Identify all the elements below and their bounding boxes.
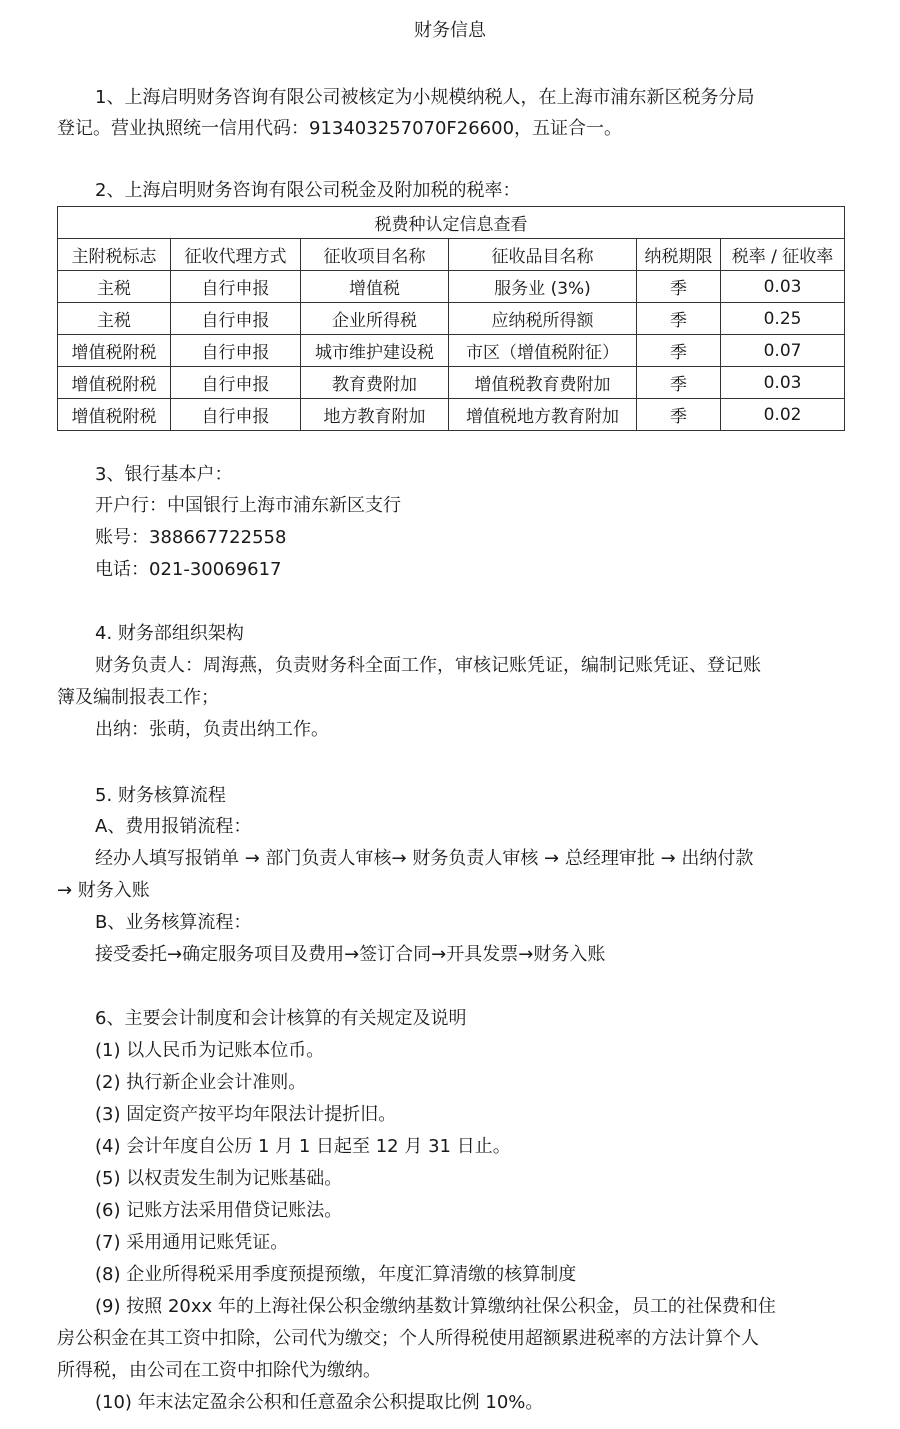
section1-line2: 登记。营业执照统一信用代码：913403257070F26600，五证合一。 <box>57 118 623 139</box>
bank-account: 账号：388667722558 <box>95 527 287 548</box>
table-cell: 0.25 <box>721 303 845 335</box>
bank-name: 开户行：中国银行上海市浦东新区支行 <box>95 495 401 516</box>
tax-rate-table <box>57 206 845 431</box>
policy-item-9-line3: 所得税，由公司在工资中扣除代为缴纳。 <box>57 1360 381 1381</box>
table-cell: 0.03 <box>721 367 845 399</box>
manager-line2: 簿及编制报表工作； <box>57 687 219 708</box>
section3-heading: 3、银行基本户： <box>95 464 233 485</box>
table-cell: 增值税附税 <box>58 335 171 367</box>
table-header-row <box>58 239 845 271</box>
table-cell: 0.07 <box>721 335 845 367</box>
table-cell: 季 <box>637 367 721 399</box>
table-row <box>58 399 845 431</box>
column-header: 征收项目名称 <box>301 239 449 271</box>
table-cell: 主税 <box>58 303 171 335</box>
table-caption: 税费种认定信息查看 <box>58 207 845 239</box>
table-cell: 季 <box>637 335 721 367</box>
table-row <box>58 271 845 303</box>
column-header: 征收代理方式 <box>171 239 301 271</box>
table-cell: 增值税地方教育附加 <box>449 399 637 431</box>
section5-heading: 5. 财务核算流程 <box>95 785 226 806</box>
section4-heading: 4. 财务部组织架构 <box>95 623 244 644</box>
policy-item: (8) 企业所得税采用季度预提预缴，年度汇算清缴的核算制度 <box>95 1264 577 1285</box>
table-cell: 自行申报 <box>171 399 301 431</box>
table-cell: 自行申报 <box>171 335 301 367</box>
expense-flow-line1: 经办人填写报销单 → 部门负责人审核→ 财务负责人审核 → 总经理审批 → 出纳付款 <box>95 848 754 869</box>
table-cell: 服务业 (3%) <box>449 271 637 303</box>
policy-item-9-line2: 房公积金在其工资中扣除，公司代为缴交；个人所得税使用超额累进税率的方法计算个人 <box>57 1328 759 1349</box>
table-cell: 季 <box>637 271 721 303</box>
table-cell: 0.03 <box>721 271 845 303</box>
table-cell: 市区（增值税附征） <box>449 335 637 367</box>
policy-item: (3) 固定资产按平均年限法计提折旧。 <box>95 1104 397 1125</box>
table-cell: 自行申报 <box>171 271 301 303</box>
table-cell: 增值税 <box>301 271 449 303</box>
expense-flow-heading: A、费用报销流程： <box>95 816 252 837</box>
column-header: 征收品目名称 <box>449 239 637 271</box>
table-cell: 地方教育附加 <box>301 399 449 431</box>
policy-item: (1) 以人民币为记账本位币。 <box>95 1040 325 1061</box>
table-cell: 0.02 <box>721 399 845 431</box>
policy-item: (5) 以权责发生制为记账基础。 <box>95 1168 343 1189</box>
table-cell: 季 <box>637 399 721 431</box>
table-cell: 自行申报 <box>171 303 301 335</box>
policy-item: (2) 执行新企业会计准则。 <box>95 1072 307 1093</box>
table-cell: 增值税教育费附加 <box>449 367 637 399</box>
table-row <box>58 303 845 335</box>
table-cell: 增值税附税 <box>58 367 171 399</box>
policy-item: (4) 会计年度自公历 1 月 1 日起至 12 月 31 日止。 <box>95 1136 511 1157</box>
cashier-line: 出纳：张萌，负责出纳工作。 <box>95 719 329 740</box>
table-cell: 城市维护建设税 <box>301 335 449 367</box>
table-cell: 自行申报 <box>171 367 301 399</box>
column-header: 主附税标志 <box>58 239 171 271</box>
business-flow-heading: B、业务核算流程： <box>95 912 252 933</box>
table-cell: 季 <box>637 303 721 335</box>
table-cell: 应纳税所得额 <box>449 303 637 335</box>
section2-heading: 2、上海启明财务咨询有限公司税金及附加税的税率： <box>95 180 521 201</box>
bank-phone: 电话：021-30069617 <box>95 559 282 580</box>
policy-item-9-line1: (9) 按照 20xx 年的上海社保公积金缴纳基数计算缴纳社保公积金，员工的社保费和住 <box>95 1296 776 1317</box>
table-cell: 主税 <box>58 271 171 303</box>
section6-heading: 6、主要会计制度和会计核算的有关规定及说明 <box>95 1008 467 1029</box>
business-flow-line: 接受委托→确定服务项目及费用→签订合同→开具发票→财务入账 <box>95 944 606 965</box>
policy-item: (6) 记账方法采用借贷记账法。 <box>95 1200 343 1221</box>
table-cell: 增值税附税 <box>58 399 171 431</box>
section1-line1: 1、上海启明财务咨询有限公司被核定为小规模纳税人，在上海市浦东新区税务分局 <box>95 87 755 108</box>
table-cell: 教育费附加 <box>301 367 449 399</box>
expense-flow-line2: → 财务入账 <box>57 880 150 901</box>
policy-item-10: (10) 年末法定盈余公积和任意盈余公积提取比例 10%。 <box>95 1392 544 1413</box>
column-header: 税率 / 征收率 <box>721 239 845 271</box>
column-header: 纳税期限 <box>637 239 721 271</box>
table-row <box>58 335 845 367</box>
document-title: 财务信息 <box>414 20 486 41</box>
table-cell: 企业所得税 <box>301 303 449 335</box>
policy-item: (7) 采用通用记账凭证。 <box>95 1232 289 1253</box>
table-row <box>58 367 845 399</box>
manager-line1: 财务负责人：周海燕，负责财务科全面工作，审核记账凭证，编制记账凭证、登记账 <box>95 655 761 676</box>
